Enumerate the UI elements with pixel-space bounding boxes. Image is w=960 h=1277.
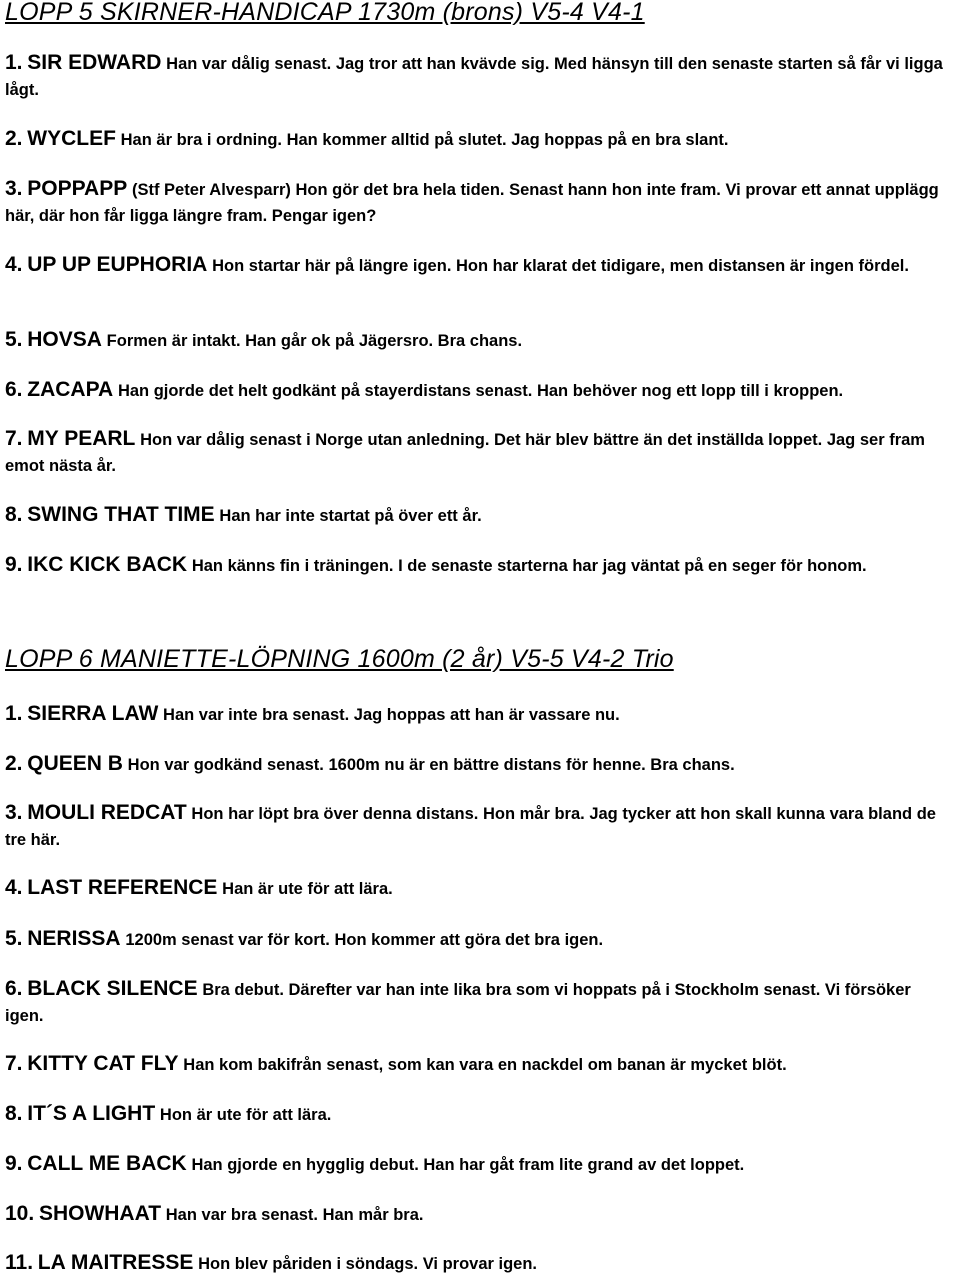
- entry-number: 8.: [5, 1102, 23, 1125]
- race-6-entry: [5, 701, 950, 728]
- entry-number: 4.: [5, 876, 23, 899]
- entry-number: 7.: [5, 1052, 23, 1075]
- entry-number: 8.: [5, 503, 23, 526]
- entry-number: 6.: [5, 378, 23, 401]
- entry-comment: Hon är ute för att lära.: [159, 1106, 332, 1124]
- horse-name: HOVSA: [27, 328, 102, 351]
- entry-comment: Han är ute för att lära.: [222, 880, 393, 898]
- horse-name: ZACAPA: [27, 378, 114, 401]
- horse-name: LA MAITRESSE: [37, 1251, 194, 1274]
- race-6-entry: [5, 926, 950, 953]
- horse-name: CALL ME BACK: [27, 1152, 187, 1175]
- entry-comment: Han är bra i ordning. Han kommer alltid på slutet. Jag hoppas på en bra slant.: [120, 131, 729, 149]
- entry-comment: Han gjorde en hygglig debut. Han har gåt fram lite grand av det loppet.: [191, 1156, 745, 1174]
- entry-number: 5.: [5, 927, 23, 950]
- horse-name: SHOWHAAT: [38, 1202, 162, 1225]
- race-6-entry: [5, 1051, 950, 1078]
- entry-number: 7.: [5, 427, 23, 450]
- entry-comment: Formen är intakt. Han går ok på Jägersro. Bra chans.: [106, 332, 523, 350]
- race-5-entry: [5, 552, 950, 579]
- entry-number: 5.: [5, 328, 23, 351]
- race-5-entry: [5, 176, 950, 229]
- entry-number: 1.: [5, 51, 23, 74]
- horse-name: UP UP EUPHORIA: [27, 253, 208, 276]
- entry-comment: Han gjorde det helt godkänt på stayerdistans senast. Han behöver nog ett lopp till i kroppen.: [117, 382, 844, 400]
- race-5-entry: [5, 50, 950, 103]
- entry-comment: Han har inte startat på över ett år.: [219, 507, 482, 525]
- race-5-title: LOPP 5 SKIRNER-HANDICAP 1730m (brons) V5-4 V4-1: [5, 0, 645, 26]
- horse-name: WYCLEF: [27, 127, 116, 150]
- race-5-entry: [5, 327, 950, 354]
- entry-comment: Han var bra senast. Han mår bra.: [165, 1206, 424, 1224]
- horse-name: POPPAPP: [27, 177, 128, 200]
- race-6-entry: [5, 800, 950, 853]
- horse-name: BLACK SILENCE: [27, 977, 198, 1000]
- entry-comment: Hon har löpt bra över denna distans. Hon mår bra. Jag tycker att hon skall kunna vara bland de tre här.: [5, 805, 936, 849]
- race-6-entry: [5, 1101, 950, 1128]
- entry-comment: Han var dålig senast. Jag tror att han kvävde sig. Med hänsyn till den senaste starten så får vi ligga lågt.: [5, 55, 943, 99]
- entry-number: 2.: [5, 752, 23, 775]
- race-6-entry: [5, 1201, 950, 1228]
- entry-comment: Han var inte bra senast. Jag hoppas att han är vassare nu.: [163, 706, 620, 724]
- entry-number: 4.: [5, 253, 23, 276]
- race-6-entry: [5, 875, 950, 902]
- race-5-entry: [5, 502, 950, 529]
- entry-number: 11.: [5, 1251, 34, 1274]
- entry-number: 10.: [5, 1202, 35, 1225]
- entry-comment: 1200m senast var för kort. Hon kommer att göra det bra igen.: [125, 931, 604, 949]
- horse-name: MY PEARL: [27, 427, 136, 450]
- entry-comment: Hon var dålig senast i Norge utan anledning. Det här blev bättre än det inställda loppet. Jag ser fram emot nästa år.: [5, 431, 925, 475]
- race-5-entry: [5, 126, 950, 153]
- entry-comment: Han kom bakifrån senast, som kan vara en nackdel om banan är mycket blöt.: [183, 1056, 787, 1074]
- entry-comment: Hon startar här på längre igen. Hon har klarat det tidigare, men distansen är ingen fördel.: [212, 257, 909, 275]
- entry-number: 3.: [5, 177, 23, 200]
- entry-number: 2.: [5, 127, 23, 150]
- horse-name: LAST REFERENCE: [27, 876, 218, 899]
- entry-number: 9.: [5, 553, 23, 576]
- horse-name: IT´S A LIGHT: [27, 1102, 156, 1125]
- race-6-entry: [5, 976, 950, 1029]
- entry-comment: Bra debut. Därefter var han inte lika bra som vi hoppats på i Stockholm senast. Vi försöker igen.: [5, 981, 911, 1025]
- horse-name: QUEEN B: [27, 752, 123, 775]
- race-5-entry: [5, 252, 950, 279]
- horse-name: IKC KICK BACK: [27, 553, 188, 576]
- entry-number: 9.: [5, 1152, 23, 1175]
- race-6-entry: [5, 1250, 950, 1277]
- race-6-title: LOPP 6 MANIETTE-LÖPNING 1600m (2 år) V5-5 V4-2 Trio: [5, 645, 674, 673]
- horse-name: SIERRA LAW: [27, 702, 159, 725]
- race-5-entry: [5, 377, 950, 404]
- horse-name: MOULI REDCAT: [27, 801, 187, 824]
- race-5-entry: [5, 426, 950, 479]
- horse-name: NERISSA: [27, 927, 121, 950]
- entry-comment: Hon blev påriden i söndags. Vi provar igen.: [198, 1255, 538, 1273]
- entry-number: 3.: [5, 801, 23, 824]
- horse-name: KITTY CAT FLY: [27, 1052, 179, 1075]
- race-6-entry: [5, 751, 950, 778]
- horse-name: SWING THAT TIME: [27, 503, 215, 526]
- race-6-entry: [5, 1151, 950, 1178]
- horse-name: SIR EDWARD: [27, 51, 162, 74]
- entry-comment: Hon var godkänd senast. 1600m nu är en bättre distans för henne. Bra chans.: [127, 756, 735, 774]
- entry-number: 1.: [5, 702, 23, 725]
- entry-comment: (Stf Peter Alvesparr) Hon gör det bra hela tiden. Senast hann hon inte fram. Vi provar ett annat upplägg här, där hon får ligga längre fram. Pengar igen?: [5, 181, 939, 225]
- entry-comment: Han känns fin i träningen. I de senaste starterna har jag väntat på en seger för honom.: [191, 557, 867, 575]
- entry-number: 6.: [5, 977, 23, 1000]
